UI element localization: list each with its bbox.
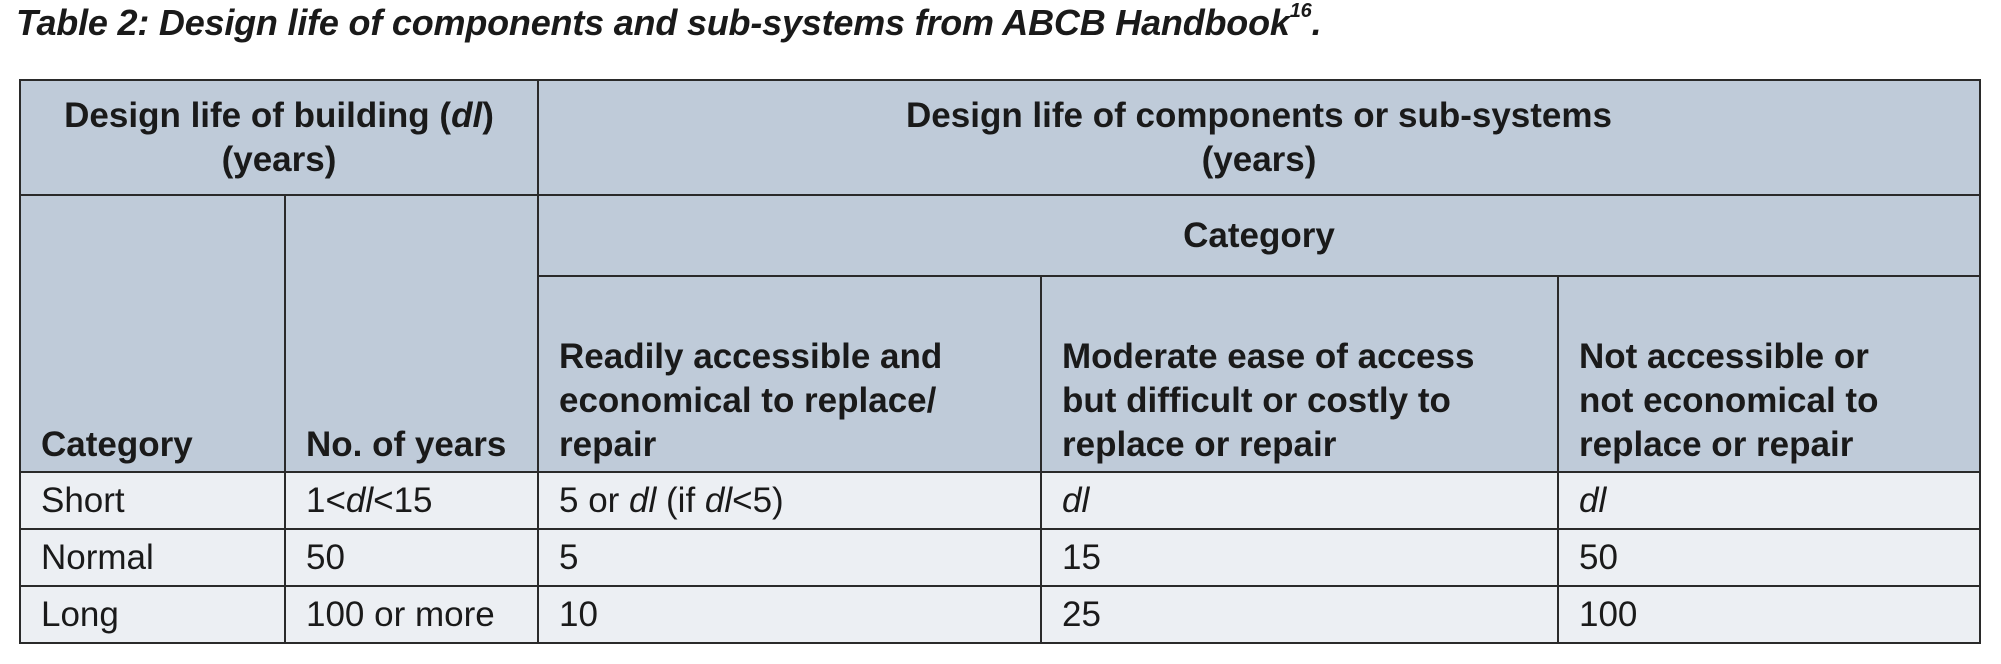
- cell-years: 50: [285, 529, 538, 586]
- table-row-short: [20, 472, 1980, 529]
- table-row-normal: [20, 529, 1980, 586]
- table-row-long: [20, 586, 1980, 643]
- building-design-life-header: [20, 80, 538, 195]
- components-header-line1: Design life of components or sub-systems: [906, 95, 1612, 135]
- cell-readily: 5: [538, 529, 1041, 586]
- caption-footnote-ref: 16: [1289, 0, 1312, 22]
- col-header-moderate-access: Moderate ease of access but difficult or costly to replace or repair: [1041, 276, 1558, 472]
- col-header-no-of-years: No. of years: [285, 195, 538, 472]
- cell-category: Normal: [20, 529, 285, 586]
- cell-not-accessible: 50: [1558, 529, 1980, 586]
- cell-not-accessible: 100: [1558, 586, 1980, 643]
- dl-symbol: dl: [451, 95, 483, 135]
- header-row-top: [20, 80, 1980, 195]
- cell-readily: 5 or dl (if dl<5): [538, 472, 1041, 529]
- building-header-line2: (years): [221, 139, 337, 179]
- design-life-table: [19, 79, 1981, 644]
- category-group-header: Category: [538, 195, 1980, 276]
- cell-moderate: dl: [1041, 472, 1558, 529]
- cell-not-accessible: dl: [1558, 472, 1980, 529]
- caption-text: Table 2: Design life of components and sub-systems from ABCB Handbook: [16, 2, 1290, 43]
- caption-end: .: [1311, 2, 1322, 43]
- cell-moderate: 15: [1041, 529, 1558, 586]
- cell-years: 100 or more: [285, 586, 538, 643]
- building-header-line1: Design life of building (dl): [64, 95, 494, 135]
- cell-category: Long: [20, 586, 285, 643]
- cell-category: Short: [20, 472, 285, 529]
- cell-moderate: 25: [1041, 586, 1558, 643]
- table-caption: [16, 2, 1321, 44]
- cell-years: 1<dl<15: [285, 472, 538, 529]
- header-row-category-group: [20, 195, 1980, 276]
- col-header-category: Category: [20, 195, 285, 472]
- components-design-life-header: [538, 80, 1980, 195]
- cell-readily: 10: [538, 586, 1041, 643]
- col-header-readily-accessible: Readily accessible and economical to replace/ repair: [538, 276, 1041, 472]
- col-header-not-accessible: Not accessible or not economical to replace or repair: [1558, 276, 1980, 472]
- components-header-line2: (years): [1201, 139, 1317, 179]
